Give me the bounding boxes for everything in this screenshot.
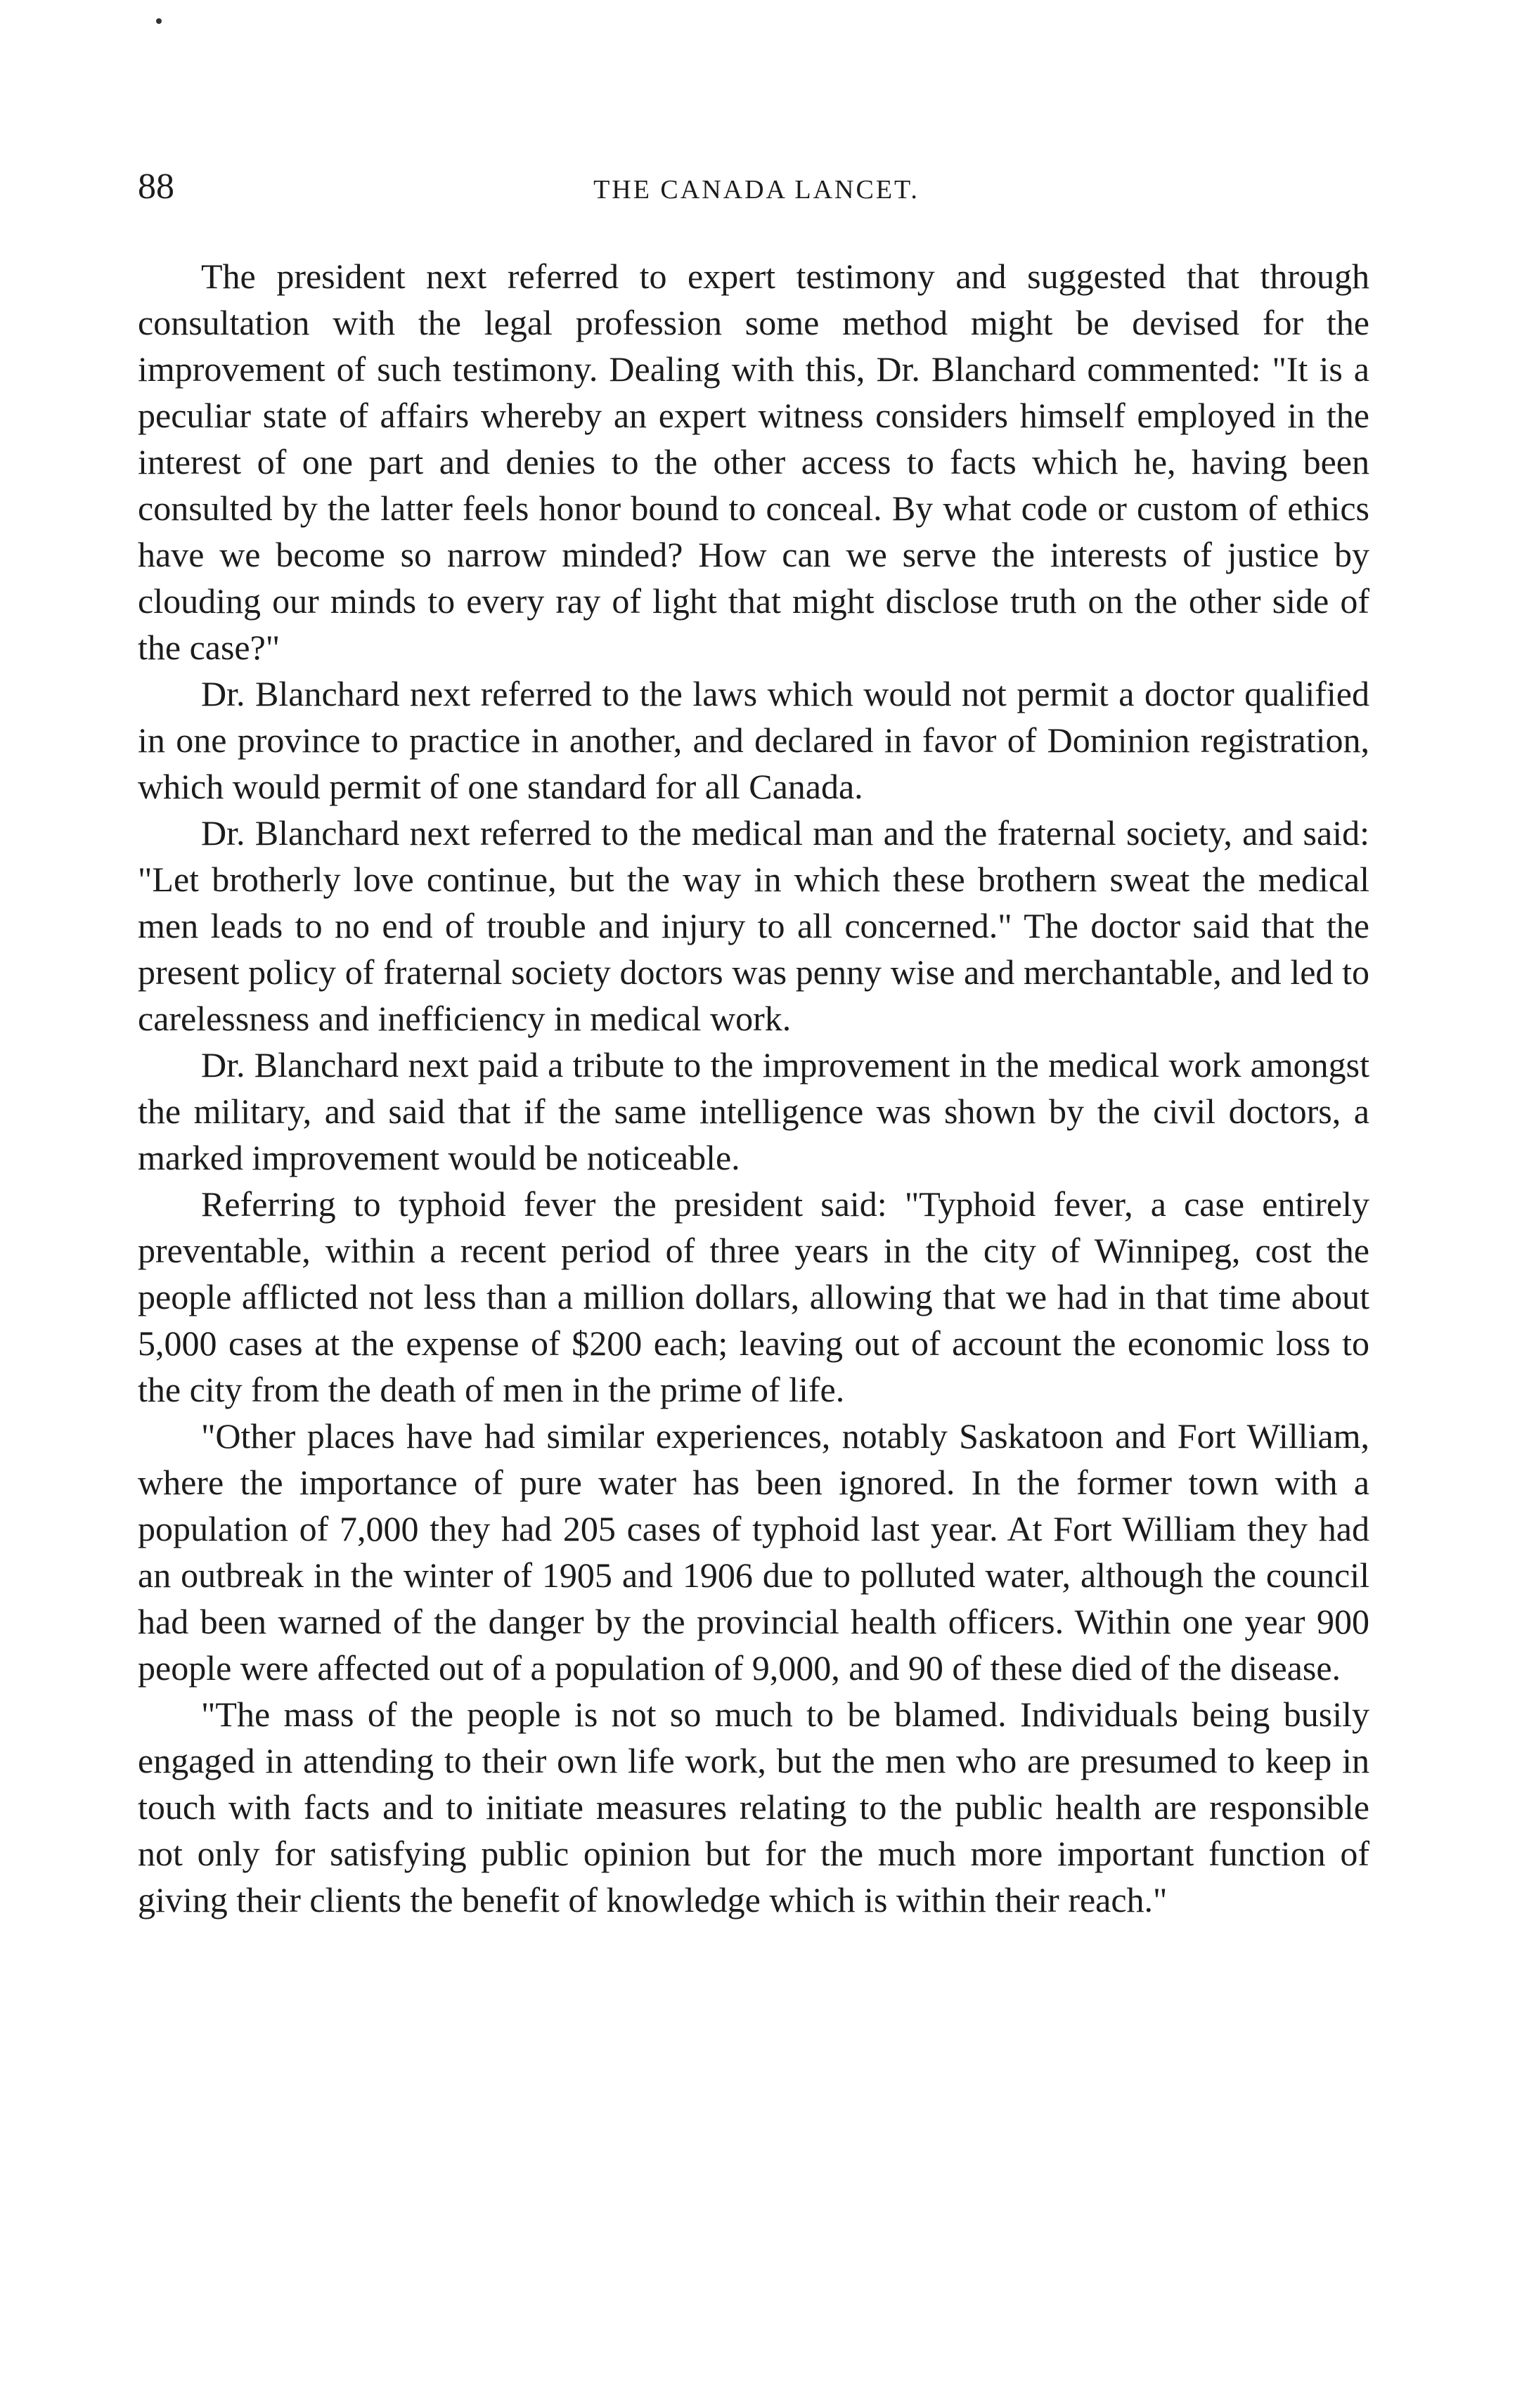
stray-ink-mark <box>156 18 162 24</box>
paragraph-public-health-responsibility: "The mass of the people is not so much to be blamed. Individuals being busily engaged in attending to their own life work, but the men who are presumed to keep in touch with facts and to initiate measures relating to the public health are responsible not only for satisfying public opinion but for the much more important function of giving their clients the benefit of knowledge which is within their reach." <box>138 1695 1369 1920</box>
paragraph-fraternal-society: Dr. Blanchard next referred to the medical man and the fraternal society, and said: "Let brotherly love continue, but the way in which these brothern sweat the medical men leads to no end of trouble and injury to all concerned." The doctor said that the present policy of fraternal society doctors was penny wise and merchantable, and led to carelessness and inefficiency in medical work. <box>138 813 1369 1038</box>
paragraph-saskatoon-fort-william: "Other places have had similar experiences, notably Saskatoon and Fort William, where the importance of pure water has been ignored. In the former town with a population of 7,000 they had 205 cases of typhoid last year. At Fort William they had an outbreak in the winter of 1905 and 1906 due to polluted water, although the council had been warned of the danger by the provincial health officers. Within one year 900 people were affected out of a population of 9,000, and 90 of these died of the disease. <box>138 1416 1369 1688</box>
paragraph-expert-testimony: The president next referred to expert testimony and suggested that through consultation with the legal profession some method might be devised for the improvement of such testimony. Dealing with this, Dr. Blanchard commented: "It is a peculiar state of affairs whereby an expert witness considers himself employed in the interest of one part and denies to the other access to facts which he, having been consulted by the latter feels honor bound to conceal. By what code or custom of ethics have we become so narrow minded? How can we serve the interests of justice by clouding our minds to every ray of light that might disclose truth on the other side of the case?" <box>138 257 1369 667</box>
paragraph-dominion-registration: Dr. Blanchard next referred to the laws which would not permit a doctor qualified in one province to practice in another, and declared in favor of Dominion registration, which would permit of one standard for all Canada. <box>138 674 1369 806</box>
running-title: THE CANADA LANCET. <box>593 175 920 205</box>
paragraph-military-medical-work: Dr. Blanchard next paid a tribute to the improvement in the medical work amongst the military, and said that if the same intelligence was shown by the civil doctors, a marked improvement would be noticeable. <box>138 1045 1369 1177</box>
paragraph-typhoid-winnipeg: Referring to typhoid fever the president said: "Typhoid fever, a case entirely preventable, within a recent period of three years in the city of Winnipeg, cost the people afflicted not less than a million dollars, allowing that we had in that time about 5,000 cases at the expense of $200 each; leaving out of account the economic loss to the city from the death of men in the prime of life. <box>138 1184 1369 1409</box>
page-number: 88 <box>138 167 174 207</box>
page-header <box>138 166 1375 222</box>
article-body <box>138 253 1369 1923</box>
